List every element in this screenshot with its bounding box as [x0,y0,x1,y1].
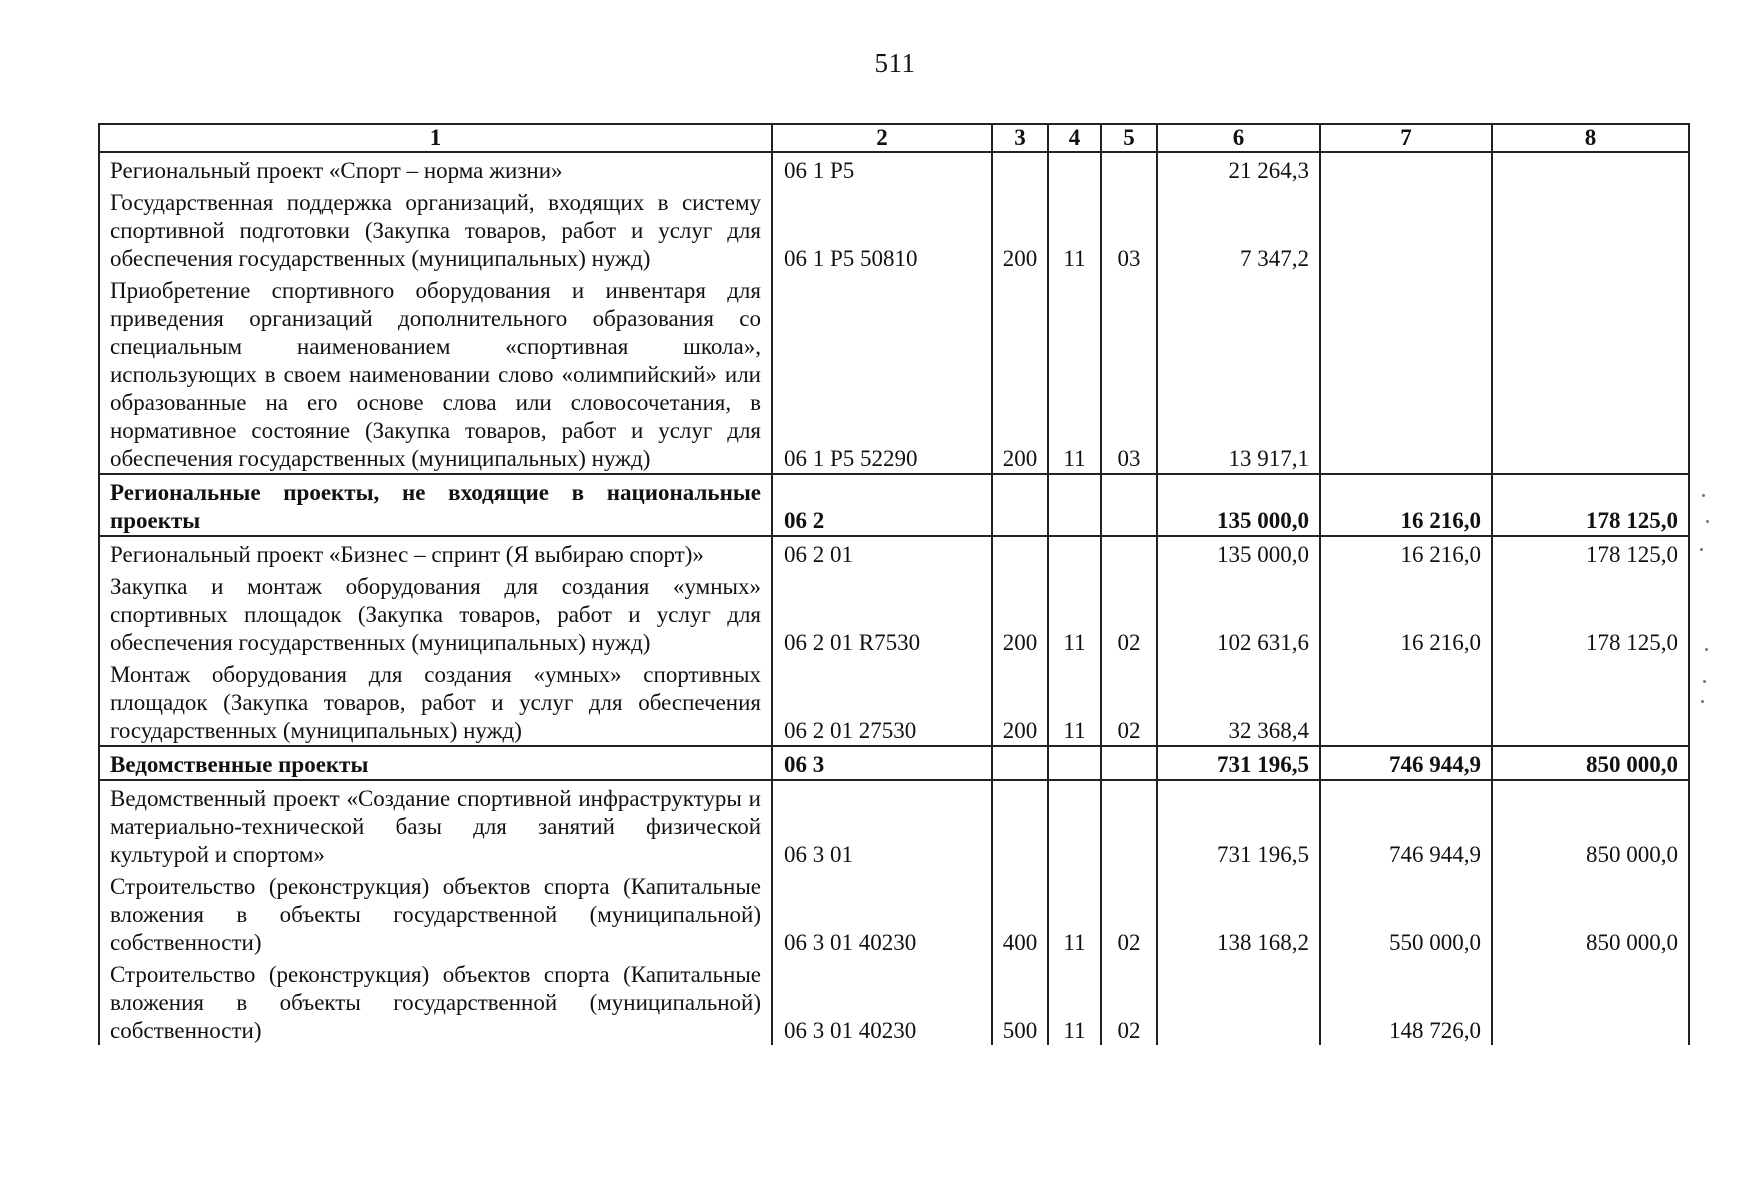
row-col3 [992,780,1048,869]
row-col4: 11 [1048,569,1101,657]
row-col6-value: 731 196,5 [1157,780,1320,869]
page-number: 511 [874,48,916,78]
row-code: 06 3 01 [772,780,992,869]
row-name: Строительство (реконструкция) объектов спорта (Капитальные вложения в объекты государственной (муниципальной) собственности) [99,869,772,957]
row-col7-value [1320,152,1492,185]
row-col7-value: 746 944,9 [1320,780,1492,869]
row-col8-value [1492,152,1689,185]
row-col3: 200 [992,657,1048,746]
row-col7-value [1320,185,1492,273]
row-col4 [1048,474,1101,536]
row-col3 [992,536,1048,569]
row-col4: 11 [1048,657,1101,746]
row-col5 [1101,474,1157,536]
column-header-4: 4 [1048,124,1101,152]
table-row [99,185,1689,273]
row-code: 06 1 P5 [772,152,992,185]
row-col5: 02 [1101,569,1157,657]
row-col5 [1101,536,1157,569]
table-body [99,152,1689,1045]
row-col5 [1101,746,1157,780]
column-header-3: 3 [992,124,1048,152]
row-col8-value: 178 125,0 [1492,569,1689,657]
row-col8-value [1492,657,1689,746]
scan-speck [1700,548,1703,551]
row-col6-value: 138 168,2 [1157,869,1320,957]
row-col7-value: 16 216,0 [1320,569,1492,657]
row-col8-value: 850 000,0 [1492,746,1689,780]
row-name: Монтаж оборудования для создания «умных» спортивных площадок (Закупка товаров, работ и услуг для обеспечения государственных (муниципальных) нужд) [99,657,772,746]
scan-speck [1701,700,1704,703]
row-col4 [1048,536,1101,569]
budget-table [98,123,1690,1045]
row-col6-value: 32 368,4 [1157,657,1320,746]
row-col6-value: 135 000,0 [1157,474,1320,536]
column-header-1: 1 [99,124,772,152]
table-row [99,780,1689,869]
row-col4: 11 [1048,273,1101,474]
row-col4 [1048,746,1101,780]
row-name: Приобретение спортивного оборудования и инвентаря для приведения организаций дополнительного образования со специальным наименованием «спортивная школа», использующих в своем наименовании слово «олимпийский» или образованные на его основе слова или словосочетания, в нормативное состояние (Закупка товаров, работ и услуг для обеспечения государственных (муниципальных) нужд) [99,273,772,474]
row-col6-value [1157,957,1320,1045]
row-col6-value: 731 196,5 [1157,746,1320,780]
row-code: 06 2 [772,474,992,536]
row-col8-value [1492,957,1689,1045]
row-col3: 200 [992,185,1048,273]
table-row [99,869,1689,957]
row-col7-value [1320,657,1492,746]
row-col4: 11 [1048,957,1101,1045]
row-name: Региональный проект «Спорт – норма жизни» [99,152,772,185]
row-col7-value [1320,273,1492,474]
table-row [99,152,1689,185]
row-name: Региональный проект «Бизнес – спринт (Я выбираю спорт)» [99,536,772,569]
row-col6-value: 13 917,1 [1157,273,1320,474]
row-col8-value [1492,273,1689,474]
table-row [99,474,1689,536]
row-name: Региональные проекты, не входящие в национальные проекты [99,474,772,536]
row-name: Ведомственные проекты [99,746,772,780]
row-col3: 400 [992,869,1048,957]
row-code: 06 3 01 40230 [772,869,992,957]
row-code: 06 2 01 R7530 [772,569,992,657]
table-row [99,957,1689,1045]
row-col6-value: 135 000,0 [1157,536,1320,569]
row-col7-value: 550 000,0 [1320,869,1492,957]
scan-speck [1703,680,1706,683]
table-header-row [99,124,1689,152]
row-code: 06 1 P5 52290 [772,273,992,474]
row-col7-value: 16 216,0 [1320,474,1492,536]
row-col3: 500 [992,957,1048,1045]
row-col5 [1101,152,1157,185]
row-col8-value: 850 000,0 [1492,780,1689,869]
row-col3: 200 [992,569,1048,657]
column-header-7: 7 [1320,124,1492,152]
row-code: 06 2 01 [772,536,992,569]
column-header-8: 8 [1492,124,1689,152]
row-col3: 200 [992,273,1048,474]
row-col4: 11 [1048,185,1101,273]
row-name: Государственная поддержка организаций, входящих в систему спортивной подготовки (Закупка товаров, работ и услуг для обеспечения государственных (муниципальных) нужд) [99,185,772,273]
row-col5: 02 [1101,957,1157,1045]
row-col3 [992,474,1048,536]
row-col7-value: 148 726,0 [1320,957,1492,1045]
row-col8-value: 178 125,0 [1492,536,1689,569]
table-row [99,536,1689,569]
row-col4 [1048,780,1101,869]
row-col6-value: 21 264,3 [1157,152,1320,185]
row-code: 06 3 01 40230 [772,957,992,1045]
row-name: Закупка и монтаж оборудования для создания «умных» спортивных площадок (Закупка товаров, работ и услуг для обеспечения государственных (муниципальных) нужд) [99,569,772,657]
row-name: Строительство (реконструкция) объектов спорта (Капитальные вложения в объекты государственной (муниципальной) собственности) [99,957,772,1045]
column-header-6: 6 [1157,124,1320,152]
row-col5: 03 [1101,273,1157,474]
row-col4: 11 [1048,869,1101,957]
column-header-2: 2 [772,124,992,152]
row-col5: 03 [1101,185,1157,273]
row-code: 06 3 [772,746,992,780]
row-col5: 02 [1101,869,1157,957]
column-header-5: 5 [1101,124,1157,152]
table-row [99,569,1689,657]
row-col3 [992,152,1048,185]
row-col7-value: 16 216,0 [1320,536,1492,569]
row-col6-value: 7 347,2 [1157,185,1320,273]
row-col5: 02 [1101,657,1157,746]
row-code: 06 1 P5 50810 [772,185,992,273]
row-code: 06 2 01 27530 [772,657,992,746]
table-row [99,746,1689,780]
row-col6-value: 102 631,6 [1157,569,1320,657]
row-name: Ведомственный проект «Создание спортивной инфраструктуры и материально-технической базы для занятий физической культурой и спортом» [99,780,772,869]
scan-speck [1705,648,1708,651]
row-col7-value: 746 944,9 [1320,746,1492,780]
table-row [99,273,1689,474]
row-col8-value [1492,185,1689,273]
row-col3 [992,746,1048,780]
table-row [99,657,1689,746]
row-col8-value: 178 125,0 [1492,474,1689,536]
scan-speck [1706,520,1709,523]
scan-speck [1702,494,1705,497]
row-col8-value: 850 000,0 [1492,869,1689,957]
row-col5 [1101,780,1157,869]
row-col4 [1048,152,1101,185]
